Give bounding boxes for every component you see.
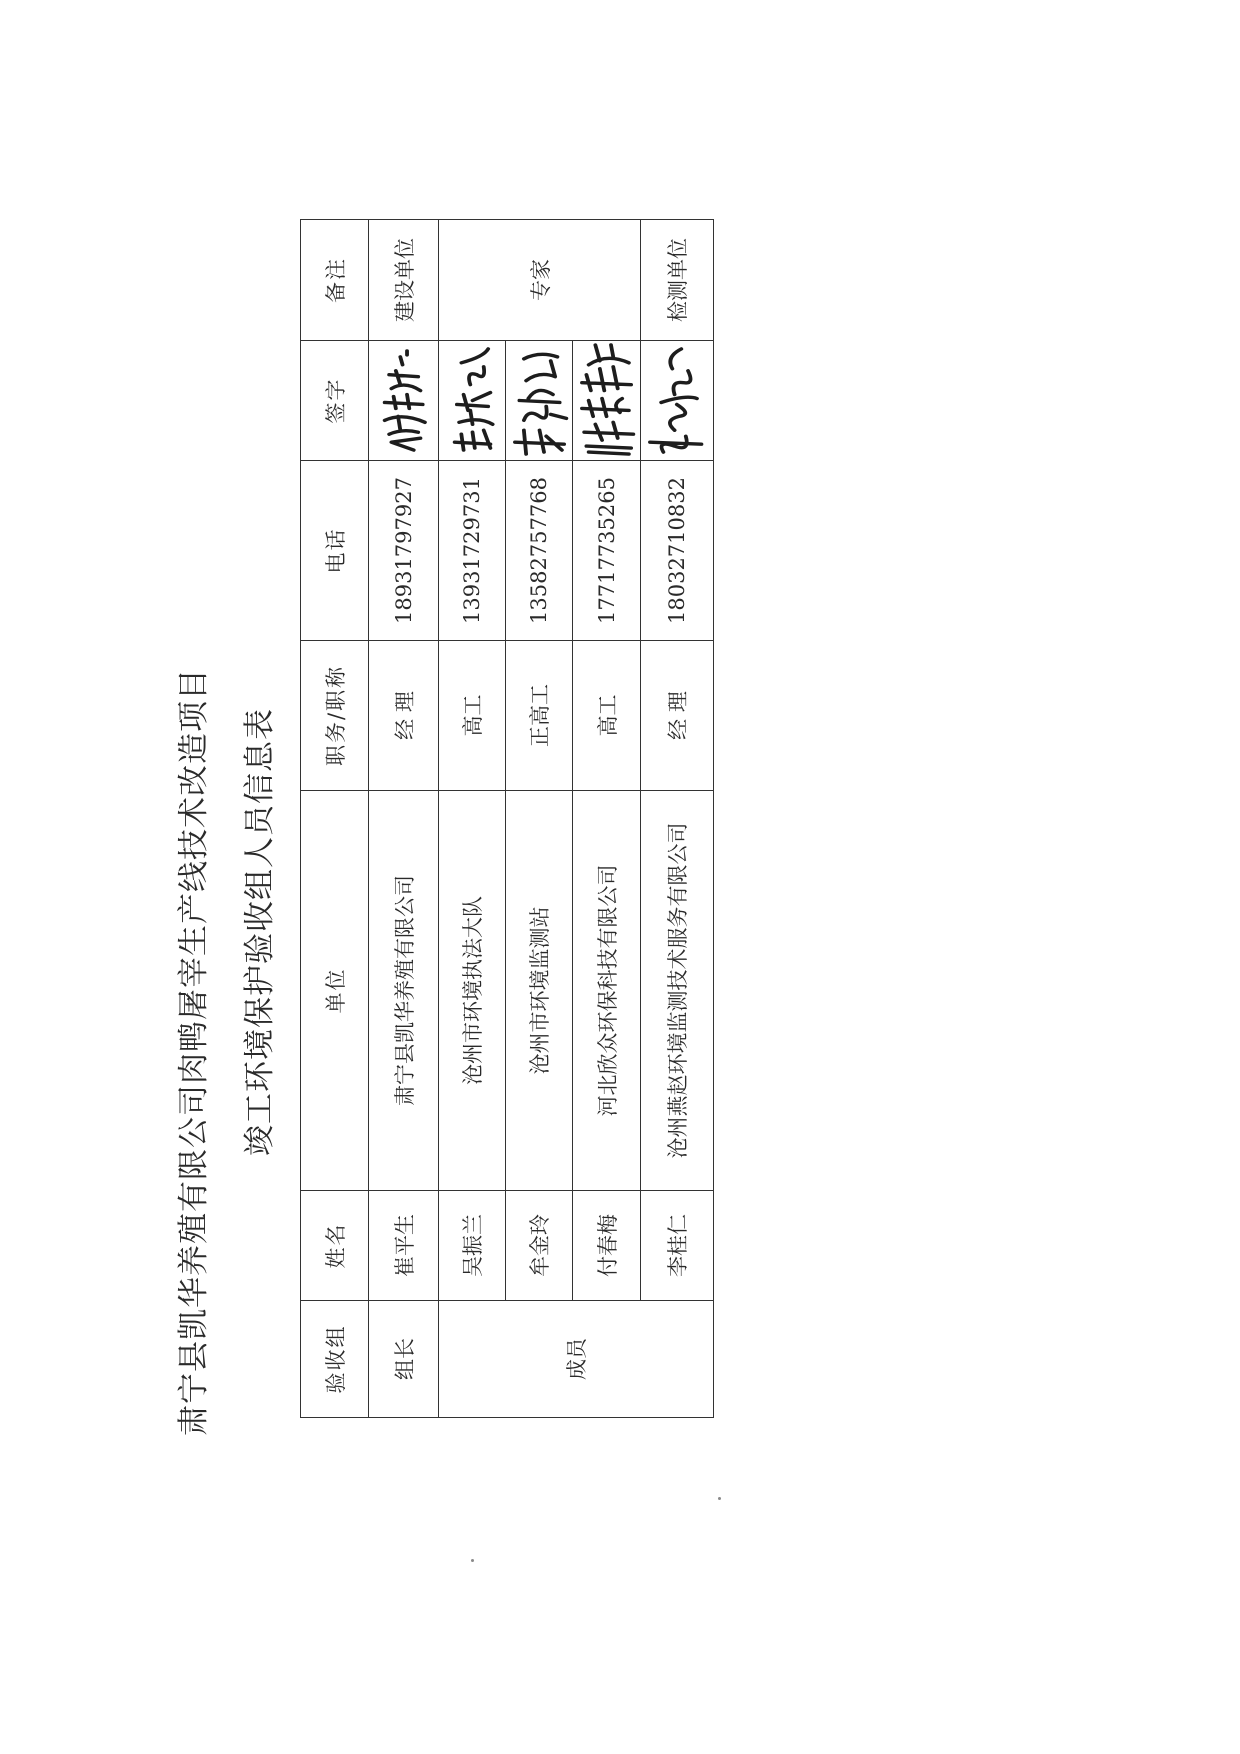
name-cell: 崔平生 [369,1191,439,1301]
table-row [369,220,439,1418]
position-cell: 经 理 [369,641,439,791]
unit-cell: 河北欣众环保科技有限公司 [573,791,641,1191]
handwritten-signature [573,341,640,460]
header-unit: 单位 [301,791,369,1191]
table-row [573,220,641,1418]
phone-cell: 18032710832 [641,461,714,641]
name-cell: 李桂仁 [641,1191,714,1301]
header-remark: 备注 [301,220,369,341]
handwritten-signature [641,341,713,460]
signature-cell [641,341,714,461]
table-row [439,220,506,1418]
signature-cell [439,341,506,461]
position-cell: 高工 [439,641,506,791]
name-cell: 牟金玲 [506,1191,573,1301]
remark-monitor-cell: 检测单位 [641,220,714,341]
acceptance-team-table [300,219,714,1418]
unit-cell: 沧州市环境监测站 [506,791,573,1191]
phone-cell: 17717735265 [573,461,641,641]
position-cell: 高工 [573,641,641,791]
name-cell: 付春梅 [573,1191,641,1301]
header-group: 验收组 [301,1301,369,1418]
handwritten-signature [506,341,572,460]
scan-speck [718,1497,721,1500]
position-cell: 经 理 [641,641,714,791]
position-cell: 正高工 [506,641,573,791]
handwritten-signature [439,341,505,460]
name-cell: 吴振兰 [439,1191,506,1301]
table-row [641,220,714,1418]
unit-cell: 肃宁县凯华养殖有限公司 [369,791,439,1191]
signature-cell [506,341,573,461]
phone-cell: 13931729731 [439,461,506,641]
unit-cell: 沧州市环境执法大队 [439,791,506,1191]
table-header-row [301,220,369,1418]
group-members-cell: 成员 [439,1301,714,1418]
handwritten-signature [369,341,438,460]
remark-builder-cell: 建设单位 [369,220,439,341]
header-phone: 电话 [301,461,369,641]
table-row [506,220,573,1418]
document-sub-title: 竣工环境保护验收组人员信息表 [242,708,278,1156]
header-signature: 签字 [301,341,369,461]
header-name: 姓名 [301,1191,369,1301]
phone-cell: 13582757768 [506,461,573,641]
unit-cell: 沧州燕赵环境监测技术服务有限公司 [641,791,714,1191]
scan-speck [471,1559,474,1562]
phone-cell: 18931797927 [369,461,439,641]
remark-expert-cell: 专家 [439,220,641,341]
group-leader-cell: 组长 [369,1301,439,1418]
signature-cell [369,341,439,461]
document-main-title: 肃宁县凯华养殖有限公司肉鸭屠宰生产线技术改造项目 [176,668,212,1436]
signature-cell [573,341,641,461]
header-position: 职务/职称 [301,641,369,791]
